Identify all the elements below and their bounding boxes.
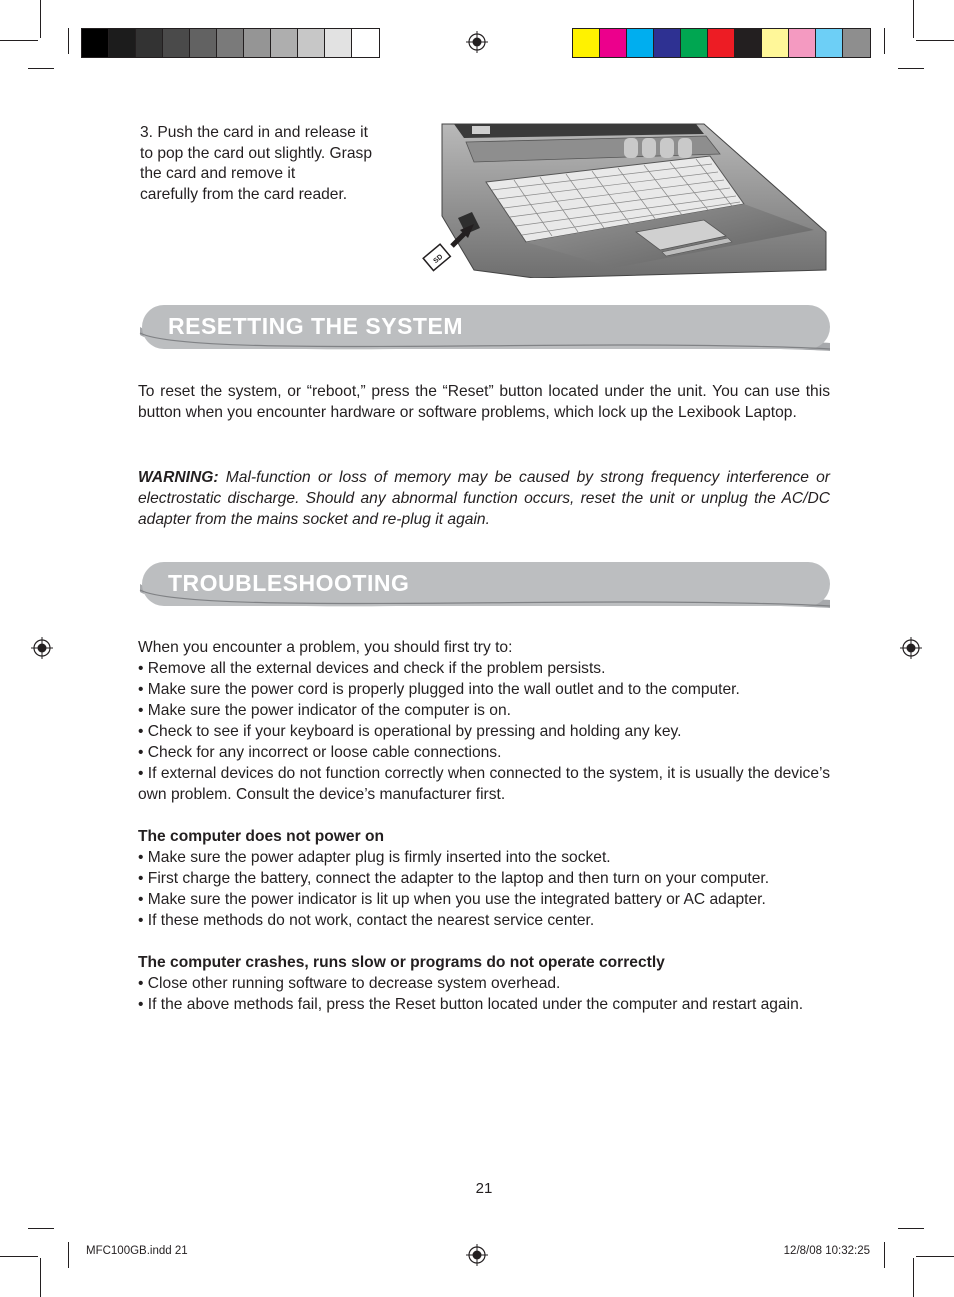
color-swatch <box>109 29 136 57</box>
section-title: RESETTING THE SYSTEM <box>168 313 463 339</box>
step3-line: 3. Push the card in and release it <box>140 124 368 141</box>
intro-text: When you encounter a problem, you should first try to: <box>138 639 513 656</box>
list-item: • If external devices do not function correctly when connected to the system, it is usually the device’s own problem. Consult the device’s manufacturer first. <box>138 765 830 803</box>
color-swatch <box>190 29 217 57</box>
list-item: • Check to see if your keyboard is operational by pressing and holding any key. <box>138 723 682 740</box>
color-swatch <box>789 29 816 57</box>
color-swatch <box>298 29 325 57</box>
troubleshooting-body <box>138 637 830 1015</box>
registration-mark-icon <box>31 637 53 659</box>
color-swatch <box>816 29 843 57</box>
color-swatch <box>217 29 244 57</box>
color-swatch <box>271 29 298 57</box>
color-swatch <box>82 29 109 57</box>
color-swatch <box>600 29 627 57</box>
color-swatch <box>843 29 870 57</box>
color-swatch <box>573 29 600 57</box>
color-swatch <box>627 29 654 57</box>
list-item: • Close other running software to decrease system overhead. <box>138 975 561 992</box>
list-item: • If these methods do not work, contact the nearest service center. <box>138 912 595 929</box>
slug-filename: MFC100GB.indd 21 <box>86 1245 188 1257</box>
subheading-power: The computer does not power on <box>138 828 385 845</box>
section-header-reset <box>138 303 832 357</box>
registration-mark-icon <box>900 637 922 659</box>
list-item: • Check for any incorrect or loose cable connections. <box>138 744 502 761</box>
sd-card-label: SD <box>432 253 445 266</box>
list-item: • Make sure the power cord is properly plugged into the wall outlet and to the computer. <box>138 681 740 698</box>
reset-paragraph: To reset the system, or “reboot,” press the “Reset” button located under the unit. You can use this button when you encounter hardware or software problems, which lock up the Lexibook Laptop. <box>138 383 830 421</box>
step3-line: the card and remove it <box>140 165 296 182</box>
list-item: • Remove all the external devices and check if the problem persists. <box>138 660 606 677</box>
grayscale-color-bar <box>81 28 380 58</box>
color-swatch <box>654 29 681 57</box>
step3-instruction <box>140 123 372 205</box>
list-item: • Make sure the power indicator is lit up when you use the integrated battery or AC adapter. <box>138 891 766 908</box>
section-title: TROUBLESHOOTING <box>168 570 410 596</box>
color-swatch <box>735 29 762 57</box>
registration-mark-icon <box>466 31 488 53</box>
warning-text: Mal-function or loss of memory may be caused by strong frequency interference or electrostatic discharge. Should any abnormal function occurs, reset the unit or unplug the AC/DC adapter from the mains socket and re-plug it again. <box>138 469 830 528</box>
color-swatch <box>708 29 735 57</box>
section-header-troubleshooting <box>138 560 832 614</box>
warning-label: WARNING: <box>138 469 219 486</box>
slug-timestamp: 12/8/08 10:32:25 <box>783 1245 870 1257</box>
list-item: • If the above methods fail, press the Reset button located under the computer and restart again. <box>138 996 804 1013</box>
color-swatch <box>352 29 379 57</box>
color-swatch <box>762 29 789 57</box>
color-swatch <box>136 29 163 57</box>
subheading-crash: The computer crashes, runs slow or programs do not operate correctly <box>138 954 665 971</box>
step3-line: to pop the card out slightly. Grasp <box>140 144 373 162</box>
laptop-card-reader-illustration <box>414 120 828 278</box>
process-color-bar <box>572 28 871 58</box>
list-item: • Make sure the power indicator of the computer is on. <box>138 702 511 719</box>
step3-line: carefully from the card reader. <box>140 185 348 203</box>
list-item: • First charge the battery, connect the adapter to the laptop and then turn on your computer. <box>138 870 770 887</box>
list-item: • Make sure the power adapter plug is firmly inserted into the socket. <box>138 849 611 866</box>
warning-paragraph <box>138 467 830 530</box>
color-swatch <box>244 29 271 57</box>
color-swatch <box>681 29 708 57</box>
color-swatch <box>325 29 352 57</box>
registration-mark-icon <box>466 1244 488 1266</box>
page-number: 21 <box>475 1180 493 1197</box>
color-swatch <box>163 29 190 57</box>
